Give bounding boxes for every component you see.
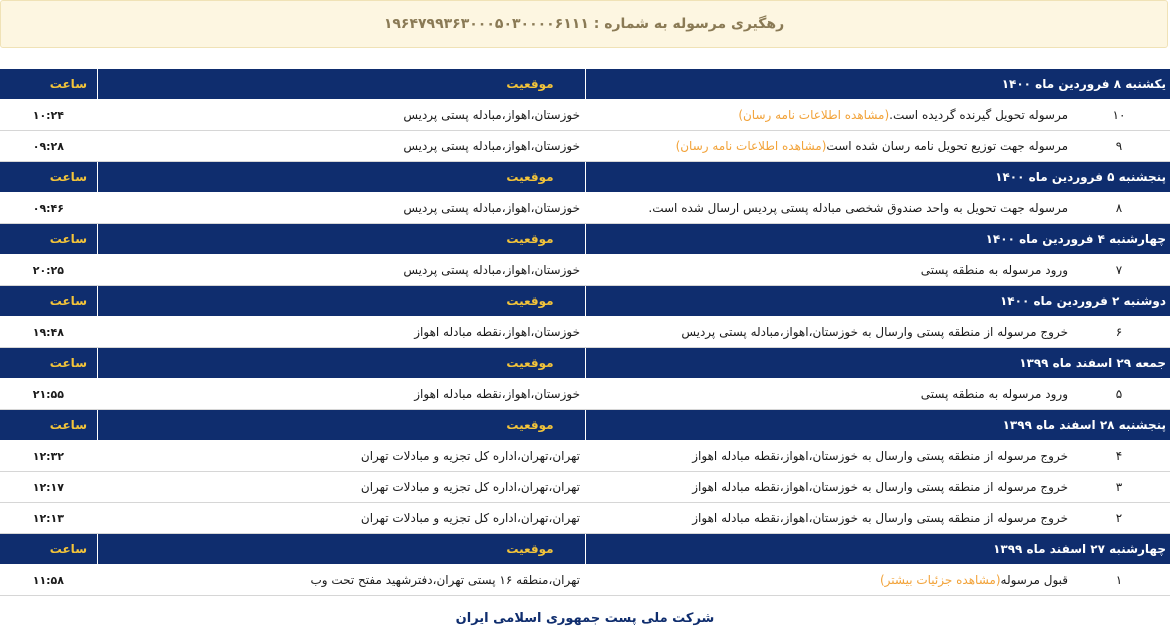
- event-location: خوزستان،اهواز،نقطه مبادله اهواز: [414, 387, 580, 401]
- event-row: [0, 255, 1170, 286]
- event-text: مرسوله تحویل گیرنده گردیده است.: [889, 108, 1068, 122]
- event-description: [586, 472, 1170, 502]
- event-time: ۰۹:۲۸: [32, 139, 64, 153]
- event-text: خروج مرسوله از منطقه پستی وارسال به خوزستان،اهواز،نقطه مبادله اهواز: [692, 511, 1068, 525]
- event-row: [0, 317, 1170, 348]
- location-header: موقعیت: [98, 348, 586, 378]
- day-header: [0, 410, 1170, 441]
- event-description: [586, 131, 1170, 161]
- page-title: رهگیری مرسوله به شماره : ۱۹۶۴۷۹۹۳۶۳۰۰۰۵۰۳۰۰۰۰۶۱۱۱: [383, 16, 785, 32]
- event-time: ۱۹:۴۸: [32, 325, 64, 339]
- time-header: ساعت: [0, 286, 98, 316]
- carrier-info-link[interactable]: (مشاهده اطلاعات نامه رسان): [738, 108, 890, 122]
- location-header: موقعیت: [98, 534, 586, 564]
- day-group: [0, 162, 1170, 224]
- event-index: ۷: [1115, 263, 1123, 277]
- event-text: مرسوله جهت توزیع تحویل نامه رسان شده است: [826, 139, 1068, 153]
- location-header: موقعیت: [98, 410, 586, 440]
- event-row: [0, 472, 1170, 503]
- day-date: چهارشنبه ۲۷ اسفند ماه ۱۳۹۹: [993, 542, 1166, 556]
- time-header: ساعت: [0, 162, 98, 192]
- time-header: ساعت: [0, 410, 98, 440]
- day-date: جمعه ۲۹ اسفند ماه ۱۳۹۹: [1019, 356, 1166, 370]
- time-header: ساعت: [0, 69, 98, 99]
- event-index: ۶: [1115, 325, 1123, 339]
- event-index: ۸: [1115, 201, 1123, 215]
- event-location: خوزستان،اهواز،مبادله پستی پردیس: [403, 108, 580, 122]
- day-header: [0, 286, 1170, 317]
- event-index: ۱۰: [1112, 108, 1126, 122]
- day-group: [0, 348, 1170, 410]
- day-date: پنجشنبه ۲۸ اسفند ماه ۱۳۹۹: [1002, 418, 1166, 432]
- tracking-title-bar: [0, 0, 1168, 48]
- event-location: تهران،تهران،اداره کل تجزیه و مبادلات تهران: [360, 511, 580, 525]
- event-text: مرسوله جهت تحویل به واحد صندوق شخصی مبادله پستی پردیس ارسال شده است.: [648, 201, 1068, 215]
- day-header: [0, 69, 1170, 100]
- day-group: [0, 286, 1170, 348]
- day-date: دوشنبه ۲ فروردین ماه ۱۴۰۰: [999, 294, 1166, 308]
- time-header: ساعت: [0, 534, 98, 564]
- event-description: [586, 441, 1170, 471]
- event-time: ۰۹:۴۶: [32, 201, 64, 215]
- day-header: [0, 534, 1170, 565]
- event-index: ۹: [1115, 139, 1123, 153]
- event-time: ۱۲:۱۷: [32, 480, 64, 494]
- event-row: [0, 193, 1170, 224]
- event-index: ۵: [1115, 387, 1123, 401]
- event-description: [586, 255, 1170, 285]
- event-text: خروج مرسوله از منطقه پستی وارسال به خوزستان،اهواز،مبادله پستی پردیس: [681, 325, 1068, 339]
- day-group: [0, 69, 1170, 162]
- event-location: خوزستان،اهواز،مبادله پستی پردیس: [403, 263, 580, 277]
- tracking-table: [0, 69, 1170, 596]
- footer-company-name: شرکت ملی پست جمهوری اسلامی ایران: [455, 611, 715, 626]
- day-date: پنجشنبه ۵ فروردین ماه ۱۴۰۰: [995, 170, 1166, 184]
- more-details-link[interactable]: (مشاهده جزئیات بیشتر): [879, 573, 1001, 587]
- event-description: [586, 193, 1170, 223]
- event-text: ورود مرسوله به منطقه پستی: [920, 387, 1068, 401]
- event-time: ۱۲:۳۲: [32, 449, 64, 463]
- day-header: [0, 224, 1170, 255]
- event-index: ۴: [1115, 449, 1123, 463]
- day-header: [0, 162, 1170, 193]
- event-description: [586, 565, 1170, 595]
- event-index: ۲: [1115, 511, 1123, 525]
- event-text: خروج مرسوله از منطقه پستی وارسال به خوزستان،اهواز،نقطه مبادله اهواز: [692, 449, 1068, 463]
- event-time: ۱۱:۵۸: [32, 573, 64, 587]
- location-header: موقعیت: [98, 286, 586, 316]
- event-description: [586, 100, 1170, 130]
- event-time: ۱۰:۲۴: [32, 108, 64, 122]
- event-time: ۲۱:۵۵: [32, 387, 64, 401]
- event-index: ۱: [1115, 573, 1123, 587]
- event-text: قبول مرسوله: [1000, 573, 1068, 587]
- event-location: تهران،تهران،اداره کل تجزیه و مبادلات تهران: [360, 480, 580, 494]
- event-text: خروج مرسوله از منطقه پستی وارسال به خوزستان،اهواز،نقطه مبادله اهواز: [692, 480, 1068, 494]
- day-group: [0, 224, 1170, 286]
- event-time: ۲۰:۲۵: [32, 263, 64, 277]
- day-header: [0, 348, 1170, 379]
- day-group: [0, 534, 1170, 596]
- time-header: ساعت: [0, 348, 98, 378]
- event-row: [0, 565, 1170, 596]
- day-date: چهارشنبه ۴ فروردین ماه ۱۴۰۰: [985, 232, 1166, 246]
- day-date: یکشنبه ۸ فروردین ماه ۱۴۰۰: [1001, 77, 1166, 91]
- event-location: خوزستان،اهواز،مبادله پستی پردیس: [403, 139, 580, 153]
- event-index: ۳: [1115, 480, 1123, 494]
- location-header: موقعیت: [98, 69, 586, 99]
- time-header: ساعت: [0, 224, 98, 254]
- location-header: موقعیت: [98, 224, 586, 254]
- carrier-info-link[interactable]: (مشاهده اطلاعات نامه رسان): [675, 139, 827, 153]
- event-row: [0, 503, 1170, 534]
- event-row: [0, 379, 1170, 410]
- event-row: [0, 131, 1170, 162]
- event-description: [586, 503, 1170, 533]
- event-text: ورود مرسوله به منطقه پستی: [920, 263, 1068, 277]
- event-location: خوزستان،اهواز،نقطه مبادله اهواز: [414, 325, 580, 339]
- event-location: خوزستان،اهواز،مبادله پستی پردیس: [403, 201, 580, 215]
- event-row: [0, 100, 1170, 131]
- location-header: موقعیت: [98, 162, 586, 192]
- event-row: [0, 441, 1170, 472]
- event-description: [586, 379, 1170, 409]
- event-time: ۱۲:۱۳: [32, 511, 64, 525]
- event-location: تهران،تهران،اداره کل تجزیه و مبادلات تهران: [360, 449, 580, 463]
- event-location: تهران،منطقه ۱۶ پستی تهران،دفترشهید مفتح تحت وب: [310, 573, 580, 587]
- event-description: [586, 317, 1170, 347]
- day-group: [0, 410, 1170, 534]
